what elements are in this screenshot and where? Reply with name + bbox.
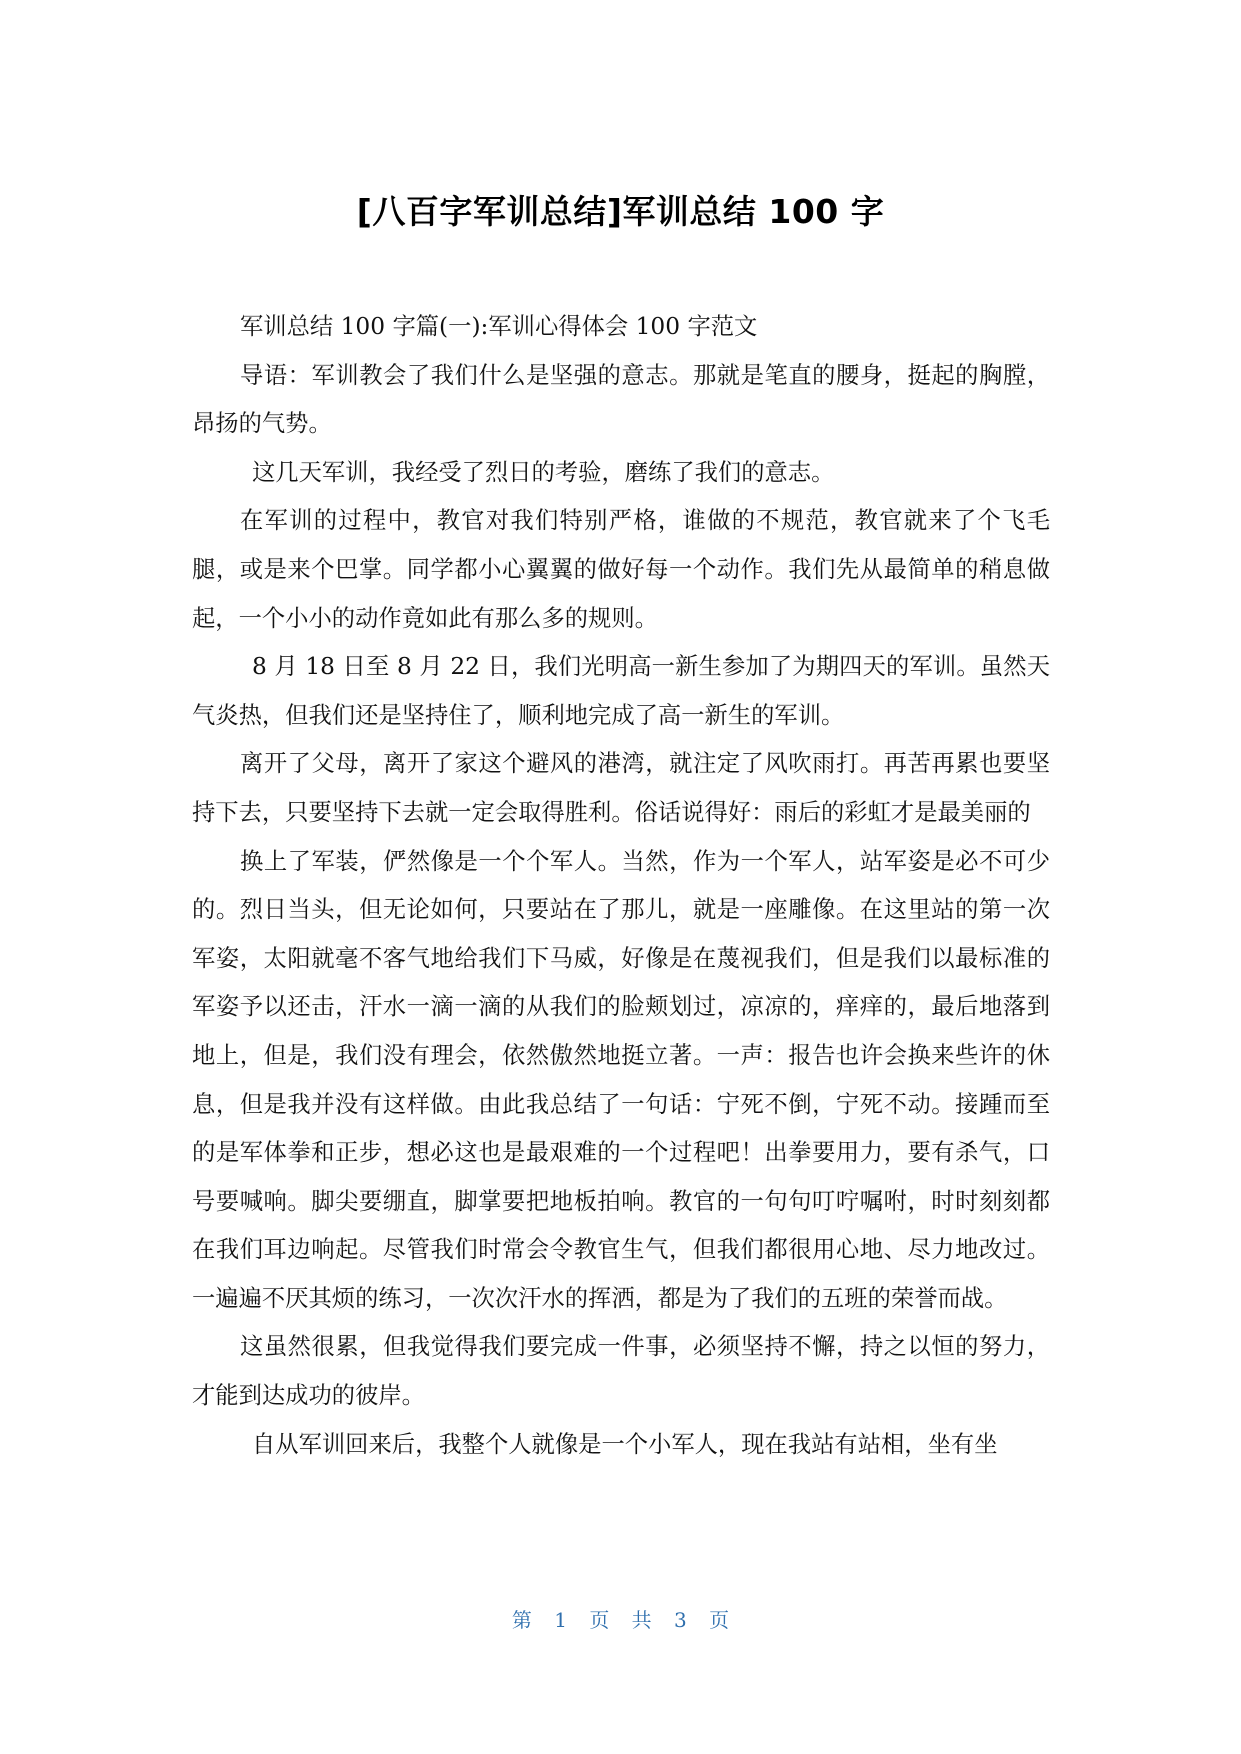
document-title: [八百字军训总结]军训总结 100 字	[356, 192, 885, 231]
footer-word: 第	[511, 1608, 532, 1632]
current-page-number: 1	[554, 1608, 567, 1632]
page-footer	[0, 1604, 1241, 1633]
document-body	[192, 303, 1050, 1469]
paragraph: 导语：军训教会了我们什么是坚强的意志。那就是笔直的腰身，挺起的胸膛，昂扬的气势。	[192, 361, 1050, 438]
footer-word: 页	[709, 1608, 730, 1632]
paragraph: 自从军训回来后，我整个人就像是一个小军人，现在我站有站相，坐有坐	[252, 1430, 998, 1458]
footer-word: 页	[589, 1608, 610, 1632]
total-page-number: 3	[674, 1608, 687, 1632]
paragraph: 在军训的过程中，教官对我们特别严格，谁做的不规范，教官就来了个飞毛腿，或是来个巴掌。同学都小心翼翼的做好每一个动作。我们先从最简单的稍息做起，一个小小的动作竟如此有那么多的规则。	[192, 507, 1050, 632]
paragraph: 8 月 18 日至 8 月 22 日，我们光明高一新生参加了为期四天的军训。虽然天气炎热，但我们还是坚持住了，顺利地完成了高一新生的军训。	[192, 653, 1050, 729]
paragraph: 这虽然很累，但我觉得我们要完成一件事，必须坚持不懈，持之以恒的努力，才能到达成功的彼岸。	[192, 1333, 1050, 1410]
paragraph: 离开了父母，离开了家这个避风的港湾，就注定了风吹雨打。再苦再累也要坚持下去，只要坚持下去就一定会取得胜利。俗话说得好：雨后的彩虹才是最美丽的	[192, 750, 1050, 826]
paragraph: 换上了军装，俨然像是一个个军人。当然，作为一个军人，站军姿是必不可少的。烈日当头，但无论如何，只要站在了那儿，就是一座雕像。在这里站的第一次军姿，太阳就毫不客气地给我们下马威，好像是在蔑视我们，但是我们以最标准的军姿予以还击，汗水一滴一滴的从我们的脸颊划过，凉凉的，痒痒的，最后地落到地上，但是，我们没有理会，依然傲然地挺立著。一声：报告也许会换来些许的休息，但是我并没有这样做。由此我总结了一句话：宁死不倒，宁死不动。接踵而至的是军体拳和正步，想必这也是最艰难的一个过程吧！出拳要用力，要有杀气，口号要喊响。脚尖要绷直，脚掌要把地板拍响。教官的一句句叮咛嘱咐，时时刻刻都在我们耳边响起。尽管我们时常会令教官生气，但我们都很用心地、尽力地改过。一遍遍不厌其烦的练习，一次次汗水的挥洒，都是为了我们的五班的荣誉而战。	[192, 847, 1050, 1312]
footer-word: 共	[631, 1608, 652, 1632]
section-heading: 军训总结 100 字篇(一):军训心得体会 100 字范文	[240, 313, 758, 340]
paragraph: 这几天军训，我经受了烈日的考验，磨练了我们的意志。	[252, 458, 835, 486]
